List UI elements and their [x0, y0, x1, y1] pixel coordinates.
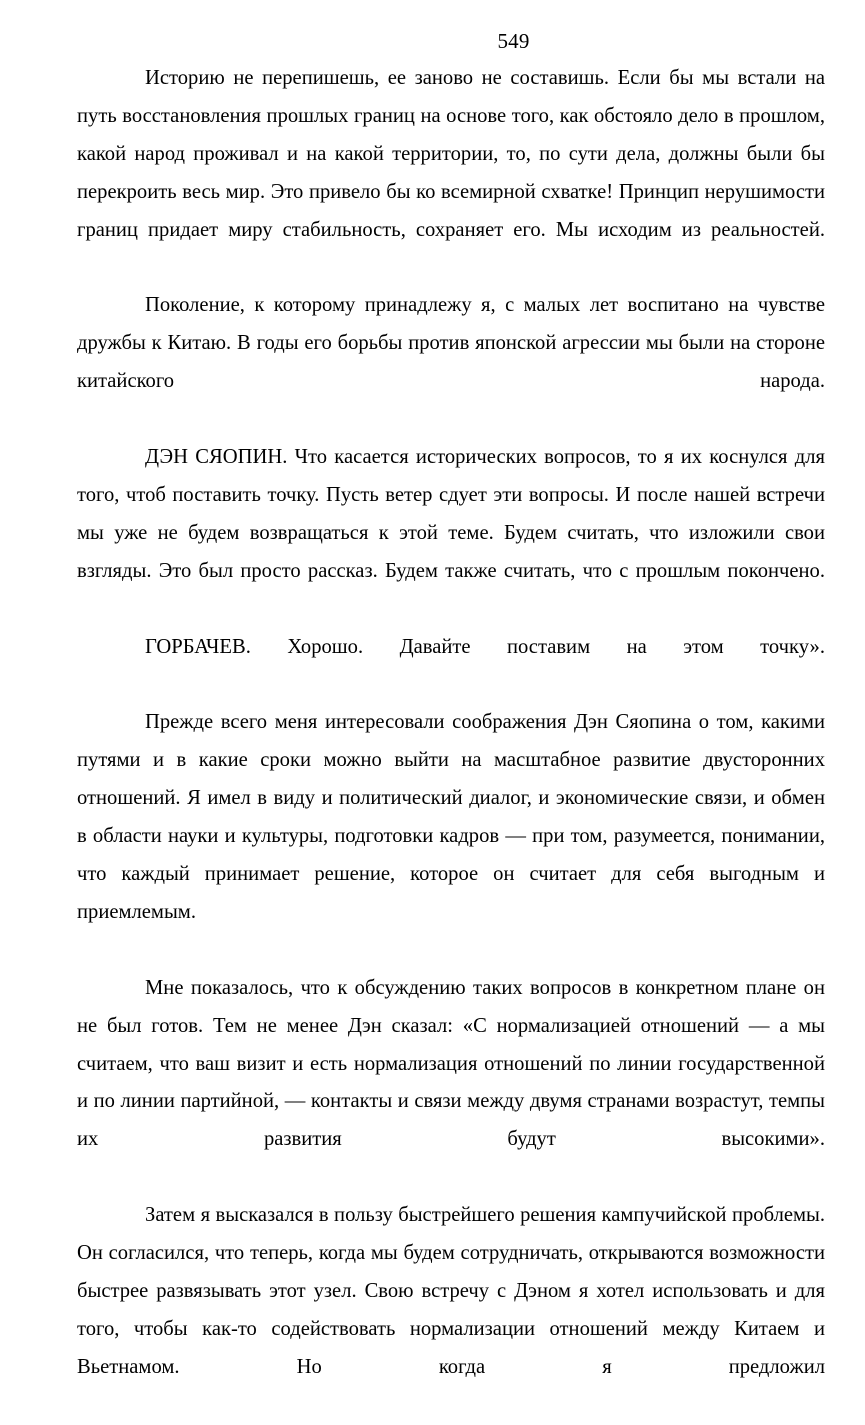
paragraph-deng-xiaoping: ДЭН СЯОПИН. Что касается исторических вопросов, то я их коснулся для того, чтоб поставить точку. Пусть ветер сдует эти вопросы. И после нашей встречи мы уже не будем возвращаться к этой теме. Будем считать, что изложили свои взгляды. Это был просто рассказ. Будем также считать, что с прошлым покончено.: [77, 446, 825, 582]
paragraph: Мне показалось, что к обсуждению таких вопросов в конкретном плане он не был готов. Тем не менее Дэн сказал: «С нормализацией отношений — а мы считаем, что ваш визит и есть нормализация отношений по линии государственной и по линии партийной, — контакты и связи между двумя странами возрастут, темпы их развития будут высокими».: [77, 976, 825, 1151]
paragraph: Прежде всего меня интересовали соображения Дэн Сяопина о том, какими путями и в какие сроки можно выйти на масштабное развитие двусторонних отношений. Я имел в виду и политический диалог, и экономические связи, и обмен в области науки и культуры, подготовки кадров — при том, разумеется, понимании, что каждый принимает решение, которое он считает для себя выгодным и приемлемым.: [77, 711, 825, 923]
page-number: 549: [497, 29, 530, 53]
paragraph-gorbachev: ГОРБАЧЕВ. Хорошо. Давайте поставим на этом точку».: [145, 635, 825, 658]
body-text-block: [77, 60, 825, 1425]
paragraph: Поколение, к которому принадлежу я, с малых лет воспитано на чувстве дружбы к Китаю. В годы его борьбы против японской агрессии мы были на стороне китайского народа.: [77, 294, 825, 393]
paragraph: Историю не перепишешь, ее заново не составишь. Если бы мы встали на путь восстановления прошлых границ на основе того, как обстояло дело в прошлом, какой народ проживал и на какой территории, то, по сути дела, должны были бы перекроить весь мир. Это привело бы ко всемирной схватке! Принцип нерушимости границ придает миру стабильность, сохраняет его. Мы исходим из реальностей.: [77, 67, 825, 241]
paragraph: Затем я высказался в пользу быстрейшего решения кампучийской проблемы. Он согласился, что теперь, когда мы будем сотрудничать, открываются возможности быстрее развязывать этот узел. Свою встречу с Дэном я хотел использовать и для того, чтобы как-то содействовать нормализации отношений между Китаем и Вьетнамом. Но когда я предложил: [77, 1204, 825, 1378]
